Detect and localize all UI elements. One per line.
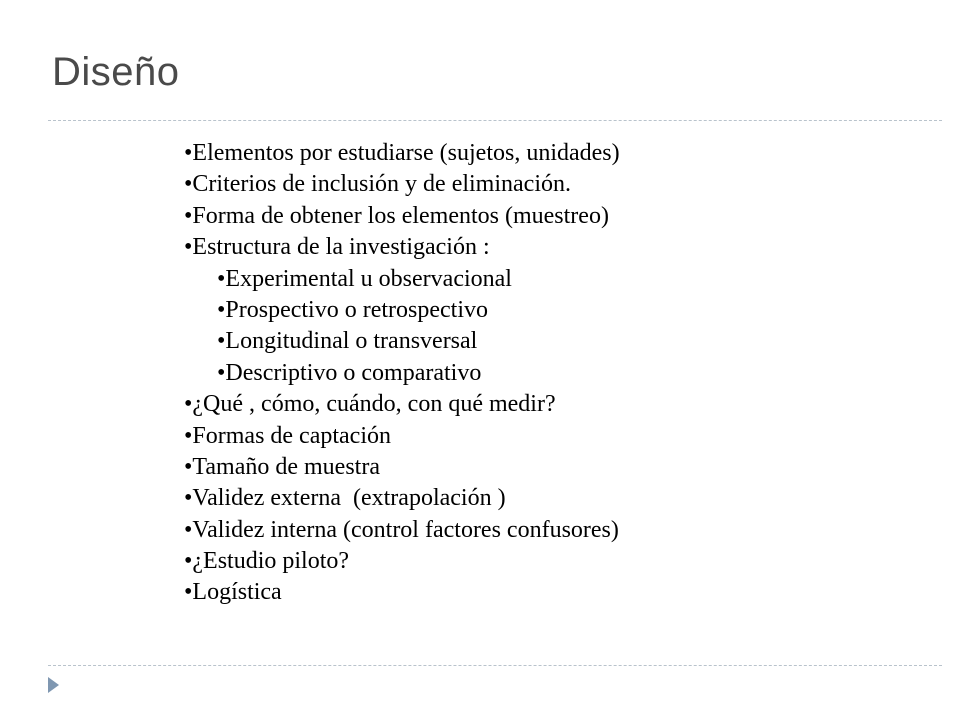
bullet-item: •Forma de obtener los elementos (muestreo) — [184, 202, 609, 229]
bullet-item: •Logística — [184, 579, 282, 606]
bullet-item: •Tamaño de muestra — [184, 453, 380, 480]
triangle-right-icon — [48, 677, 59, 693]
sub-bullet-item: •Longitudinal o transversal — [217, 328, 478, 355]
title-divider — [48, 120, 942, 121]
bullet-item: •Validez externa (extrapolación ) — [184, 485, 506, 512]
bullet-item: •Estructura de la investigación : — [184, 234, 490, 261]
slide-title: Diseño — [52, 50, 180, 94]
bullet-item: •Formas de captación — [184, 422, 391, 449]
bullet-item: •¿Qué , cómo, cuándo, con qué medir? — [184, 391, 556, 418]
sub-bullet-item: •Experimental u observacional — [217, 265, 512, 292]
bullet-item: •Validez interna (control factores confusores) — [184, 516, 619, 543]
bullet-item: •Criterios de inclusión y de eliminación. — [184, 171, 571, 198]
bullet-item: •Elementos por estudiarse (sujetos, unidades) — [184, 140, 620, 166]
sub-bullet-item: •Prospectivo o retrospectivo — [217, 296, 489, 323]
sub-bullet-item: •Descriptivo o comparativo — [217, 359, 482, 386]
bullet-list — [184, 138, 620, 609]
bullet-item: •¿Estudio piloto? — [184, 548, 350, 575]
footer-divider — [48, 665, 942, 666]
